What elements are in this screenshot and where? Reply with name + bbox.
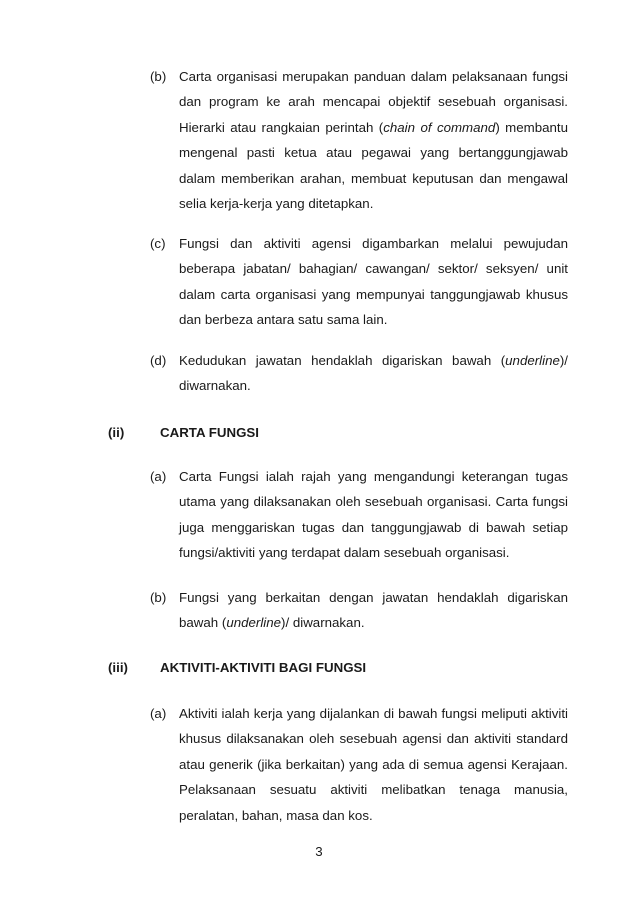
text-run: Carta organisasi merupakan panduan dalam pelaksanaan fungsi dan program ke arah mencapai objektif sesebuah organisasi. Hierarki atau rangkaian perintah ( (179, 69, 568, 135)
section-number: (ii) (108, 425, 125, 440)
item-label: (b) (150, 590, 167, 605)
list-item-b (150, 64, 568, 216)
item-label: (a) (150, 706, 167, 721)
text-run: Fungsi dan aktiviti agensi digambarkan melalui pewujudan beberapa jabatan/ bahagian/ cawangan/ sektor/ seksyen/ unit dalam carta organisasi yang mempunyai tanggungjawab khusus dan berbeza antara satu sama lain. (179, 236, 568, 328)
item-text (179, 231, 568, 333)
italic-term: underline (226, 615, 282, 631)
item-text (179, 701, 568, 828)
item-text (179, 464, 568, 566)
section-heading: AKTIVITI-AKTIVITI BAGI FUNGSI (160, 660, 367, 675)
list-item-a (150, 464, 568, 566)
italic-term: underline (505, 353, 560, 368)
item-text (179, 348, 568, 399)
text-run: )/ diwarnakan. (281, 615, 365, 631)
item-label: (c) (150, 236, 166, 251)
item-text (179, 585, 568, 636)
text-run: Kedudukan jawatan hendaklah digariskan bawah ( (179, 353, 506, 368)
list-item-d (150, 348, 568, 399)
text-run: Aktiviti ialah kerja yang dijalankan di bawah fungsi meliputi aktiviti khusus dilaksanakan oleh sesebuah agensi dan aktiviti standard atau generik (jika berkaitan) yang ada di semua agensi Kerajaan. Pelaksanaan sesuatu aktiviti melibatkan tenaga manusia, peralatan, bahan, masa dan kos. (179, 706, 568, 823)
list-item-c (150, 231, 568, 333)
text-run: Carta Fungsi ialah rajah yang mengandungi keterangan tugas utama yang dilaksanakan oleh sesebuah organisasi. Carta fungsi juga menggariskan tugas dan tanggungjawab di bawah setiap fungsi/aktiviti yang terdapat dalam sesebuah organisasi. (179, 469, 568, 561)
list-item-b (150, 585, 568, 636)
item-label: (d) (150, 353, 167, 368)
text-run: )/ diwarnakan. (179, 353, 568, 394)
section-number: (iii) (108, 660, 128, 675)
text-run: ) membantu mengenal pasti ketua atau pegawai yang bertanggungjawab dalam memberikan arahan, membuat keputusan dan mengawal selia kerja-kerja yang ditetapkan. (179, 119, 568, 212)
text-run: Fungsi yang berkaitan dengan jawatan hendaklah digariskan bawah ( (179, 590, 568, 631)
italic-term: chain of command (383, 119, 496, 135)
item-label: (b) (150, 69, 167, 84)
item-label: (a) (150, 469, 167, 484)
item-text (179, 64, 568, 216)
list-item-a (150, 701, 568, 828)
page-number: 3 (315, 844, 323, 859)
section-heading: CARTA FUNGSI (160, 425, 259, 440)
